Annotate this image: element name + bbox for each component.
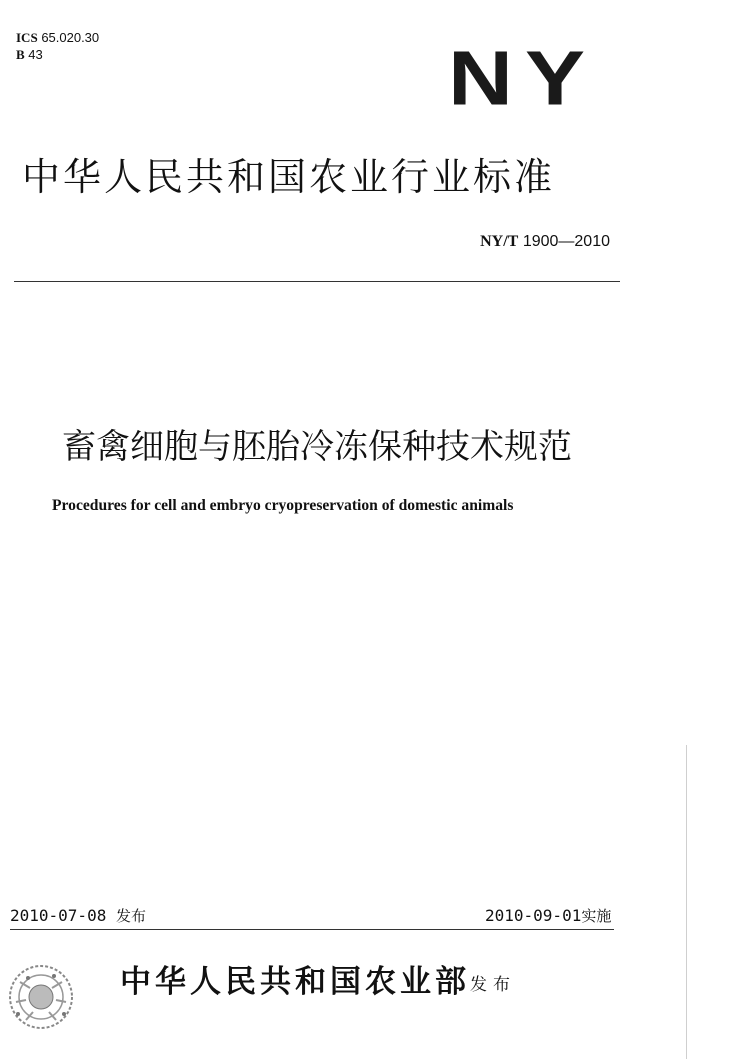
publish-date-value: 2010-07-08: [10, 906, 107, 925]
standard-number: [480, 232, 610, 252]
ccs-label: B: [16, 47, 25, 62]
ministry-seal-icon: [6, 962, 76, 1032]
top-divider: [14, 281, 620, 282]
chinese-title: 畜禽细胞与胚胎冷冻保种技术规范: [62, 427, 572, 467]
ics-label: ICS: [16, 30, 38, 45]
implement-date-value: 2010-09-01: [485, 906, 582, 925]
ccs-value: 43: [28, 47, 43, 62]
bottom-divider: [10, 929, 614, 930]
standard-heading: 中华人民共和国农业行业标准: [22, 155, 556, 199]
ccs-code: [16, 47, 43, 63]
ics-value: 65.020.30: [41, 30, 100, 45]
ministry-issued-label: 发布: [470, 975, 516, 995]
ny-logo: NY: [448, 35, 598, 122]
implement-label: 实施: [581, 907, 612, 925]
issuing-ministry: 中华人民共和国农业部: [120, 964, 470, 1000]
publish-date: [10, 905, 146, 927]
english-title: Procedures for cell and embryo cryopreservation of domestic animals: [52, 497, 514, 514]
standard-number-value: 1900—2010: [522, 233, 610, 250]
standard-number-prefix: NY/T: [480, 233, 519, 250]
page-edge-line: [686, 745, 687, 1059]
implement-date: [485, 905, 611, 927]
publish-label: 发布: [115, 907, 146, 925]
ics-code: [16, 30, 99, 46]
